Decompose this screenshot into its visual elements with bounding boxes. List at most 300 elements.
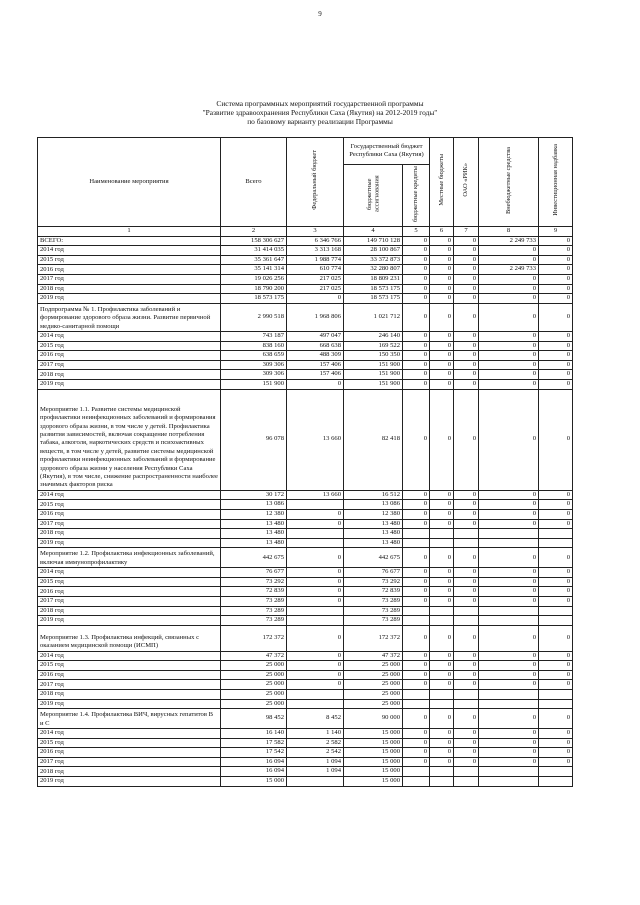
cell-total: 17 582 bbox=[221, 738, 287, 748]
cell-credits: 0 bbox=[403, 500, 430, 510]
cell-offbudget: 0 bbox=[479, 294, 539, 304]
cell-local: 0 bbox=[430, 341, 454, 351]
cell-investment: 0 bbox=[539, 510, 573, 520]
cell-investment: 0 bbox=[539, 303, 573, 331]
cell-rik: 0 bbox=[454, 748, 479, 758]
cell-republic: 151 900 bbox=[344, 370, 403, 380]
cell-offbudget: 0 bbox=[479, 568, 539, 578]
cell-rik: 0 bbox=[454, 351, 479, 361]
cell-name: 2018 год bbox=[38, 284, 221, 294]
cell-republic: 12 380 bbox=[344, 510, 403, 520]
cell-federal: 2 542 bbox=[287, 748, 344, 758]
cell-offbudget: 0 bbox=[479, 341, 539, 351]
cell-investment: 0 bbox=[539, 341, 573, 351]
cell-offbudget: 0 bbox=[479, 670, 539, 680]
cell-federal bbox=[287, 606, 344, 616]
cell-name: 2015 год bbox=[38, 738, 221, 748]
cell-total: 30 172 bbox=[221, 490, 287, 500]
cell-name: 2017 год bbox=[38, 680, 221, 690]
cell-offbudget: 0 bbox=[479, 709, 539, 729]
cell-offbudget bbox=[479, 616, 539, 626]
cell-rik bbox=[454, 616, 479, 626]
cell-name: 2015 год bbox=[38, 255, 221, 265]
table-row bbox=[38, 606, 573, 616]
cell-investment: 0 bbox=[539, 625, 573, 651]
table-row bbox=[38, 284, 573, 294]
cell-credits: 0 bbox=[403, 587, 430, 597]
cell-local: 0 bbox=[430, 236, 454, 246]
cell-name: Мероприятие 1.1. Развитие системы медицинской профилактики неинфекционных заболеваний и формирования здорового образа жизни, в том числе у детей. Профилактика развития зависимостей, включая сокращение потребления табака, алкоголя, наркотических средств и психоактивных веществ, в том числе у детей, развитие системы медицинской профилактики неинфекционных заболеваний и формирование здорового образа жизни у населения Республики Саха (Якутия), в том числе, снижение распространенности наиболее значимых факторов риска bbox=[38, 389, 221, 490]
cell-total: 25 000 bbox=[221, 680, 287, 690]
cell-credits bbox=[403, 606, 430, 616]
cell-offbudget: 0 bbox=[479, 274, 539, 284]
cell-total: 309 306 bbox=[221, 370, 287, 380]
cell-offbudget bbox=[479, 699, 539, 709]
table-row bbox=[38, 538, 573, 548]
cell-total: 309 306 bbox=[221, 360, 287, 370]
cell-investment: 0 bbox=[539, 370, 573, 380]
cell-credits: 0 bbox=[403, 510, 430, 520]
cell-federal: 0 bbox=[287, 519, 344, 529]
cell-federal bbox=[287, 689, 344, 699]
cell-offbudget: 0 bbox=[479, 255, 539, 265]
cell-investment: 0 bbox=[539, 246, 573, 256]
col-number: 2 bbox=[221, 227, 287, 237]
cell-total: 17 542 bbox=[221, 748, 287, 758]
cell-local: 0 bbox=[430, 360, 454, 370]
table-row bbox=[38, 510, 573, 520]
cell-offbudget bbox=[479, 689, 539, 699]
cell-investment: 0 bbox=[539, 331, 573, 341]
cell-federal bbox=[287, 776, 344, 786]
cell-name: 2014 год bbox=[38, 331, 221, 341]
cell-credits: 0 bbox=[403, 728, 430, 738]
cell-offbudget: 0 bbox=[479, 303, 539, 331]
cell-total: 172 372 bbox=[221, 625, 287, 651]
cell-rik: 0 bbox=[454, 597, 479, 607]
header-federal-text: Федеральный бюджет bbox=[311, 150, 319, 211]
cell-rik: 0 bbox=[454, 360, 479, 370]
cell-investment bbox=[539, 776, 573, 786]
col-number: 9 bbox=[539, 227, 573, 237]
cell-credits: 0 bbox=[403, 748, 430, 758]
table-row bbox=[38, 651, 573, 661]
cell-credits: 0 bbox=[403, 284, 430, 294]
cell-investment: 0 bbox=[539, 274, 573, 284]
cell-federal: 0 bbox=[287, 670, 344, 680]
cell-rik bbox=[454, 776, 479, 786]
cell-investment: 0 bbox=[539, 748, 573, 758]
table-row bbox=[38, 728, 573, 738]
cell-investment bbox=[539, 538, 573, 548]
cell-credits: 0 bbox=[403, 265, 430, 275]
cell-name: 2014 год bbox=[38, 246, 221, 256]
cell-federal: 0 bbox=[287, 577, 344, 587]
cell-local: 0 bbox=[430, 757, 454, 767]
cell-local bbox=[430, 767, 454, 777]
cell-rik: 0 bbox=[454, 294, 479, 304]
cell-credits: 0 bbox=[403, 490, 430, 500]
cell-republic: 442 675 bbox=[344, 548, 403, 568]
cell-offbudget: 0 bbox=[479, 500, 539, 510]
cell-name: 2019 год bbox=[38, 699, 221, 709]
cell-investment bbox=[539, 767, 573, 777]
cell-total: 73 289 bbox=[221, 616, 287, 626]
cell-offbudget: 0 bbox=[479, 625, 539, 651]
table-row bbox=[38, 568, 573, 578]
cell-rik bbox=[454, 699, 479, 709]
cell-name: 2017 год bbox=[38, 519, 221, 529]
cell-republic: 18 573 175 bbox=[344, 294, 403, 304]
cell-federal: 497 047 bbox=[287, 331, 344, 341]
cell-total: 743 187 bbox=[221, 331, 287, 341]
cell-name: 2016 год bbox=[38, 510, 221, 520]
cell-republic: 13 480 bbox=[344, 519, 403, 529]
cell-name: Мероприятие 1.3. Профилактика инфекций, связанных с оказанием медицинской помощи (ИСМП) bbox=[38, 625, 221, 651]
cell-investment: 0 bbox=[539, 670, 573, 680]
cell-rik: 0 bbox=[454, 303, 479, 331]
cell-rik: 0 bbox=[454, 341, 479, 351]
cell-credits: 0 bbox=[403, 274, 430, 284]
cell-credits: 0 bbox=[403, 670, 430, 680]
table-row bbox=[38, 294, 573, 304]
cell-investment: 0 bbox=[539, 568, 573, 578]
col-number: 4 bbox=[344, 227, 403, 237]
cell-investment: 0 bbox=[539, 738, 573, 748]
cell-federal: 0 bbox=[287, 568, 344, 578]
cell-federal: 157 406 bbox=[287, 360, 344, 370]
cell-local: 0 bbox=[430, 265, 454, 275]
table-row bbox=[38, 246, 573, 256]
cell-offbudget: 0 bbox=[479, 597, 539, 607]
table-row-measure bbox=[38, 709, 573, 729]
cell-total: 47 372 bbox=[221, 651, 287, 661]
cell-credits: 0 bbox=[403, 341, 430, 351]
page-number: 9 bbox=[318, 10, 322, 18]
cell-rik: 0 bbox=[454, 331, 479, 341]
title-line-3: по базовому варианту реализации Программы bbox=[247, 117, 393, 126]
cell-name: 2017 год bbox=[38, 597, 221, 607]
cell-federal: 0 bbox=[287, 548, 344, 568]
cell-offbudget: 2 249 733 bbox=[479, 265, 539, 275]
cell-credits: 0 bbox=[403, 757, 430, 767]
cell-total: 31 414 035 bbox=[221, 246, 287, 256]
cell-name: 2018 год bbox=[38, 689, 221, 699]
cell-total: 13 480 bbox=[221, 519, 287, 529]
cell-name: 2019 год bbox=[38, 538, 221, 548]
cell-total: 25 000 bbox=[221, 661, 287, 671]
table-row-measure bbox=[38, 303, 573, 331]
cell-total: 151 900 bbox=[221, 379, 287, 389]
cell-republic: 18 809 231 bbox=[344, 274, 403, 284]
cell-offbudget: 0 bbox=[479, 651, 539, 661]
cell-republic: 13 480 bbox=[344, 538, 403, 548]
cell-rik bbox=[454, 529, 479, 539]
header-local-text: Местные бюджеты bbox=[437, 154, 445, 206]
header-local bbox=[430, 138, 454, 227]
table-row bbox=[38, 255, 573, 265]
cell-investment bbox=[539, 689, 573, 699]
cell-local bbox=[430, 616, 454, 626]
cell-republic: 16 512 bbox=[344, 490, 403, 500]
cell-federal: 217 025 bbox=[287, 274, 344, 284]
cell-offbudget: 0 bbox=[479, 246, 539, 256]
cell-investment: 0 bbox=[539, 577, 573, 587]
col-number: 1 bbox=[38, 227, 221, 237]
cell-offbudget: 0 bbox=[479, 351, 539, 361]
cell-republic: 32 280 807 bbox=[344, 265, 403, 275]
cell-federal: 3 313 168 bbox=[287, 246, 344, 256]
cell-republic: 13 086 bbox=[344, 500, 403, 510]
cell-total: 2 990 518 bbox=[221, 303, 287, 331]
header-republic-budget: Государственный бюджет Республики Саха (Якутия) bbox=[344, 138, 430, 165]
cell-federal bbox=[287, 500, 344, 510]
cell-credits: 0 bbox=[403, 236, 430, 246]
cell-total: 158 306 627 bbox=[221, 236, 287, 246]
cell-name: 2019 год bbox=[38, 616, 221, 626]
cell-rik: 0 bbox=[454, 379, 479, 389]
cell-investment: 0 bbox=[539, 379, 573, 389]
cell-republic: 25 000 bbox=[344, 699, 403, 709]
cell-federal: 0 bbox=[287, 597, 344, 607]
cell-local: 0 bbox=[430, 709, 454, 729]
cell-republic: 150 350 bbox=[344, 351, 403, 361]
cell-rik: 0 bbox=[454, 587, 479, 597]
cell-federal bbox=[287, 538, 344, 548]
table-row bbox=[38, 351, 573, 361]
cell-republic: 169 522 bbox=[344, 341, 403, 351]
cell-local: 0 bbox=[430, 519, 454, 529]
cell-name: Мероприятие 1.4. Профилактика ВИЧ, вирусных гепатитов В и С bbox=[38, 709, 221, 729]
cell-republic: 13 480 bbox=[344, 529, 403, 539]
cell-name: 2016 год bbox=[38, 351, 221, 361]
cell-federal: 0 bbox=[287, 651, 344, 661]
cell-credits bbox=[403, 767, 430, 777]
cell-rik: 0 bbox=[454, 274, 479, 284]
cell-republic: 15 000 bbox=[344, 728, 403, 738]
cell-local bbox=[430, 606, 454, 616]
cell-republic: 15 000 bbox=[344, 748, 403, 758]
cell-local: 0 bbox=[430, 246, 454, 256]
cell-credits bbox=[403, 616, 430, 626]
cell-local: 0 bbox=[430, 661, 454, 671]
cell-local bbox=[430, 699, 454, 709]
cell-republic: 15 000 bbox=[344, 738, 403, 748]
cell-republic: 25 000 bbox=[344, 689, 403, 699]
cell-republic: 151 900 bbox=[344, 360, 403, 370]
cell-federal bbox=[287, 699, 344, 709]
cell-total: 73 289 bbox=[221, 606, 287, 616]
table-row bbox=[38, 529, 573, 539]
cell-local: 0 bbox=[430, 331, 454, 341]
table-row bbox=[38, 331, 573, 341]
cell-investment: 0 bbox=[539, 360, 573, 370]
table-row bbox=[38, 577, 573, 587]
cell-rik: 0 bbox=[454, 625, 479, 651]
cell-local: 0 bbox=[430, 680, 454, 690]
cell-local bbox=[430, 529, 454, 539]
table-row bbox=[38, 500, 573, 510]
cell-investment: 0 bbox=[539, 661, 573, 671]
cell-rik bbox=[454, 538, 479, 548]
cell-credits: 0 bbox=[403, 651, 430, 661]
cell-offbudget: 0 bbox=[479, 661, 539, 671]
cell-investment: 0 bbox=[539, 587, 573, 597]
cell-total: 35 141 314 bbox=[221, 265, 287, 275]
cell-credits: 0 bbox=[403, 680, 430, 690]
cell-rik: 0 bbox=[454, 500, 479, 510]
cell-republic: 25 000 bbox=[344, 670, 403, 680]
table-row bbox=[38, 490, 573, 500]
cell-credits bbox=[403, 699, 430, 709]
cell-name: 2018 год bbox=[38, 529, 221, 539]
column-numbers-row bbox=[38, 227, 573, 237]
cell-republic: 172 372 bbox=[344, 625, 403, 651]
cell-federal: 1 140 bbox=[287, 728, 344, 738]
cell-republic: 15 000 bbox=[344, 757, 403, 767]
cell-offbudget bbox=[479, 538, 539, 548]
cell-investment: 0 bbox=[539, 519, 573, 529]
cell-offbudget: 0 bbox=[479, 748, 539, 758]
cell-republic: 25 000 bbox=[344, 680, 403, 690]
cell-rik: 0 bbox=[454, 284, 479, 294]
table-row bbox=[38, 670, 573, 680]
cell-offbudget: 0 bbox=[479, 548, 539, 568]
cell-republic: 151 900 bbox=[344, 379, 403, 389]
cell-name: 2015 год bbox=[38, 661, 221, 671]
cell-local: 0 bbox=[430, 728, 454, 738]
cell-rik: 0 bbox=[454, 265, 479, 275]
cell-republic: 15 000 bbox=[344, 767, 403, 777]
cell-offbudget: 0 bbox=[479, 728, 539, 738]
cell-investment: 0 bbox=[539, 728, 573, 738]
cell-credits bbox=[403, 529, 430, 539]
cell-investment bbox=[539, 529, 573, 539]
cell-republic: 1 021 712 bbox=[344, 303, 403, 331]
cell-rik: 0 bbox=[454, 568, 479, 578]
cell-local: 0 bbox=[430, 389, 454, 490]
cell-rik: 0 bbox=[454, 490, 479, 500]
cell-name: 2019 год bbox=[38, 294, 221, 304]
cell-republic: 73 289 bbox=[344, 597, 403, 607]
cell-name: 2017 год bbox=[38, 757, 221, 767]
cell-name: 2014 год bbox=[38, 490, 221, 500]
cell-republic: 246 140 bbox=[344, 331, 403, 341]
cell-total: 98 452 bbox=[221, 709, 287, 729]
cell-local: 0 bbox=[430, 597, 454, 607]
cell-offbudget bbox=[479, 606, 539, 616]
cell-rik: 0 bbox=[454, 370, 479, 380]
cell-republic: 76 677 bbox=[344, 568, 403, 578]
cell-republic: 149 710 128 bbox=[344, 236, 403, 246]
cell-republic: 18 573 175 bbox=[344, 284, 403, 294]
cell-credits: 0 bbox=[403, 303, 430, 331]
cell-federal: 610 774 bbox=[287, 265, 344, 275]
header-investment-text: Инвестиционная надбавка bbox=[551, 144, 559, 217]
cell-rik: 0 bbox=[454, 661, 479, 671]
cell-name: 2015 год bbox=[38, 341, 221, 351]
cell-offbudget bbox=[479, 776, 539, 786]
cell-name: 2014 год bbox=[38, 568, 221, 578]
cell-credits: 0 bbox=[403, 709, 430, 729]
cell-republic: 73 289 bbox=[344, 616, 403, 626]
cell-investment: 0 bbox=[539, 490, 573, 500]
cell-total: 19 026 256 bbox=[221, 274, 287, 284]
header-offbudget-text: Внебюджетные средства bbox=[504, 146, 512, 214]
cell-local: 0 bbox=[430, 255, 454, 265]
cell-total: 13 480 bbox=[221, 529, 287, 539]
cell-rik: 0 bbox=[454, 728, 479, 738]
cell-investment: 0 bbox=[539, 651, 573, 661]
cell-federal: 0 bbox=[287, 379, 344, 389]
cell-total: 18 573 175 bbox=[221, 294, 287, 304]
cell-total: 25 000 bbox=[221, 689, 287, 699]
cell-investment: 0 bbox=[539, 351, 573, 361]
cell-federal: 0 bbox=[287, 294, 344, 304]
cell-credits bbox=[403, 538, 430, 548]
cell-offbudget: 0 bbox=[479, 757, 539, 767]
cell-federal: 488 309 bbox=[287, 351, 344, 361]
cell-investment: 0 bbox=[539, 389, 573, 490]
cell-name: 2016 год bbox=[38, 587, 221, 597]
cell-total: 25 000 bbox=[221, 699, 287, 709]
cell-investment bbox=[539, 606, 573, 616]
cell-rik: 0 bbox=[454, 738, 479, 748]
cell-federal: 157 406 bbox=[287, 370, 344, 380]
cell-republic: 72 839 bbox=[344, 587, 403, 597]
table-row bbox=[38, 757, 573, 767]
cell-total: 16 094 bbox=[221, 757, 287, 767]
header-offbudget bbox=[479, 138, 539, 227]
cell-total: 16 140 bbox=[221, 728, 287, 738]
cell-republic: 82 418 bbox=[344, 389, 403, 490]
table-row bbox=[38, 370, 573, 380]
cell-local: 0 bbox=[430, 651, 454, 661]
cell-investment: 0 bbox=[539, 597, 573, 607]
cell-total: 12 380 bbox=[221, 510, 287, 520]
cell-local: 0 bbox=[430, 351, 454, 361]
cell-republic: 28 100 867 bbox=[344, 246, 403, 256]
cell-credits: 0 bbox=[403, 597, 430, 607]
cell-republic: 33 372 873 bbox=[344, 255, 403, 265]
cell-rik: 0 bbox=[454, 577, 479, 587]
cell-local: 0 bbox=[430, 670, 454, 680]
cell-offbudget: 0 bbox=[479, 379, 539, 389]
cell-name: 2018 год bbox=[38, 606, 221, 616]
cell-federal: 13 660 bbox=[287, 389, 344, 490]
table-row bbox=[38, 748, 573, 758]
cell-offbudget: 0 bbox=[479, 519, 539, 529]
cell-offbudget: 0 bbox=[479, 680, 539, 690]
cell-local: 0 bbox=[430, 500, 454, 510]
cell-rik: 0 bbox=[454, 670, 479, 680]
cell-local: 0 bbox=[430, 303, 454, 331]
cell-local: 0 bbox=[430, 568, 454, 578]
cell-rik: 0 bbox=[454, 757, 479, 767]
cell-offbudget: 0 bbox=[479, 284, 539, 294]
cell-name: 2014 год bbox=[38, 728, 221, 738]
cell-name: Подпрограмма № 1. Профилактика заболеваний и формирование здорового образа жизни. Развитие первичной медико-санитарной помощи bbox=[38, 303, 221, 331]
cell-federal: 1 094 bbox=[287, 757, 344, 767]
header-budget-assignments-text: бюджетные ассигнования bbox=[365, 175, 380, 213]
cell-republic: 25 000 bbox=[344, 661, 403, 671]
cell-offbudget: 0 bbox=[479, 360, 539, 370]
cell-investment: 0 bbox=[539, 284, 573, 294]
table-row bbox=[38, 341, 573, 351]
cell-total: 442 675 bbox=[221, 548, 287, 568]
cell-federal: 8 452 bbox=[287, 709, 344, 729]
cell-local: 0 bbox=[430, 490, 454, 500]
